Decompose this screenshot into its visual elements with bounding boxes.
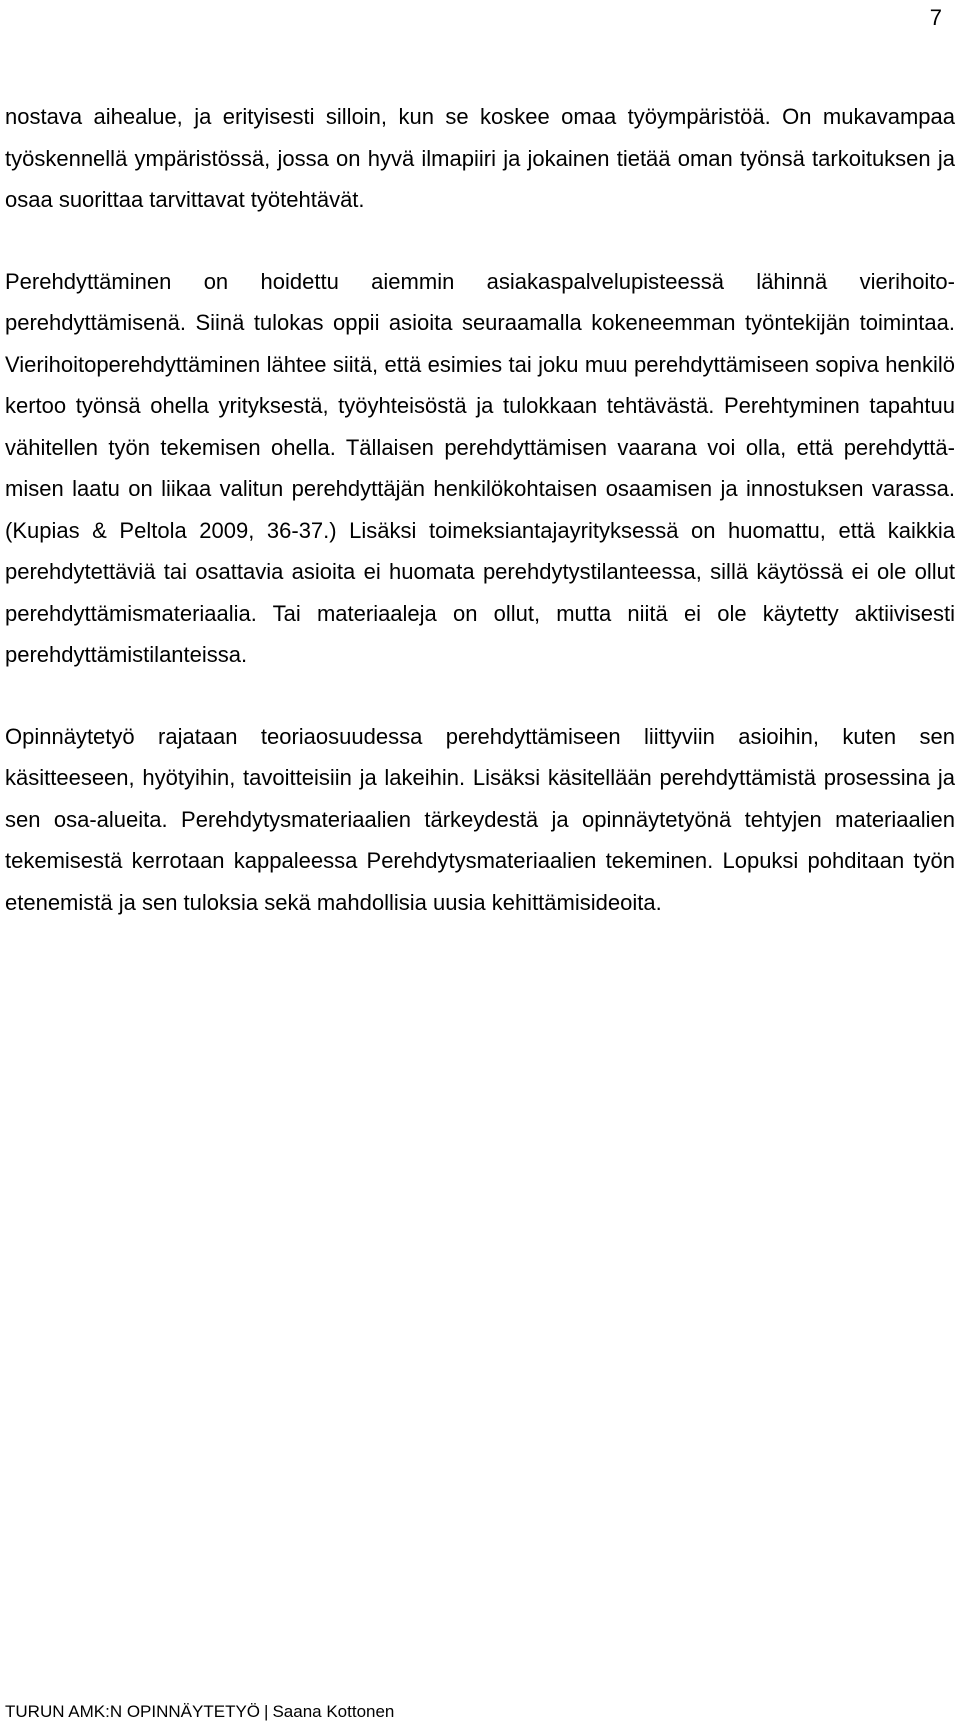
paragraph-3: Opinnäytetyö rajataan teoriaosuudessa perehdyttämiseen liittyviin asioihin, kuten sen käsitteeseen, hyötyihin, tavoitteisiin ja lakeihin. Lisäksi käsitellään perehdyttämistä prosessina ja sen osa-alueita. Perehdytysmateriaalien tärkeydestä ja opinnäytetyönä tehtyjen materiaalien tekemisestä kerrotaan kappaleessa Perehdytysmateriaalien tekeminen. Lopuksi pohditaan työn etenemistä ja sen tuloksia sekä mahdollisia uusia kehittämisideoita. [5, 723, 955, 915]
page-footer [5, 1701, 394, 1723]
paragraph-2: Perehdyttäminen on hoidettu aiemmin asiakaspalvelupisteessä lähinnä vierihoitoperehdyttämisenä. Siinä tulokas oppii asioita seuraamalla kokeneemman työntekijän toimintaa. Vierihoitoperehdyttäminen lähtee siitä, että esimies tai joku muu perehdyttämiseen sopiva henkilö kertoo työnsä ohella yrityksestä, työyhteisöstä ja tulokkaan tehtävästä. Perehtyminen tapahtuu vähitellen työn tekemisen ohella. Tällaisen perehdyttämisen vaarana voi olla, että perehdyttämisen laatu on liikaa valitun perehdyttäjän henkilökohtaisen osaamisen ja innostuksen varassa. (Kupias & Peltola 2009, 36-37.) Lisäksi toimeksiantajayrityksessä on huomattu, että kaikkia perehdytettäviä tai osattavia asioita ei huomata perehdytystilanteessa, sillä käytössä ei ole ollut perehdyttämismateriaalia. Tai materiaaleja on ollut, mutta niitä ei ole käytetty aktiivisesti perehdyttämistilanteissa. [5, 268, 955, 667]
footer-separator: | [264, 1702, 269, 1721]
footer-author: Saana Kottonen [272, 1702, 395, 1721]
paragraph-1: nostava aihealue, ja erityisesti silloin, kun se koskee omaa työympäristöä. On mukavampaa työskennellä ympäristössä, jossa on hyvä ilmapiiri ja jokainen tietää oman työnsä tarkoituksen ja osaa suorittaa tarvittavat työtehtävät. [5, 104, 955, 212]
page-number: 7 [929, 5, 942, 30]
body-text [5, 96, 955, 923]
footer-institution: TURUN AMK:N OPINNÄYTETYÖ [5, 1702, 261, 1721]
